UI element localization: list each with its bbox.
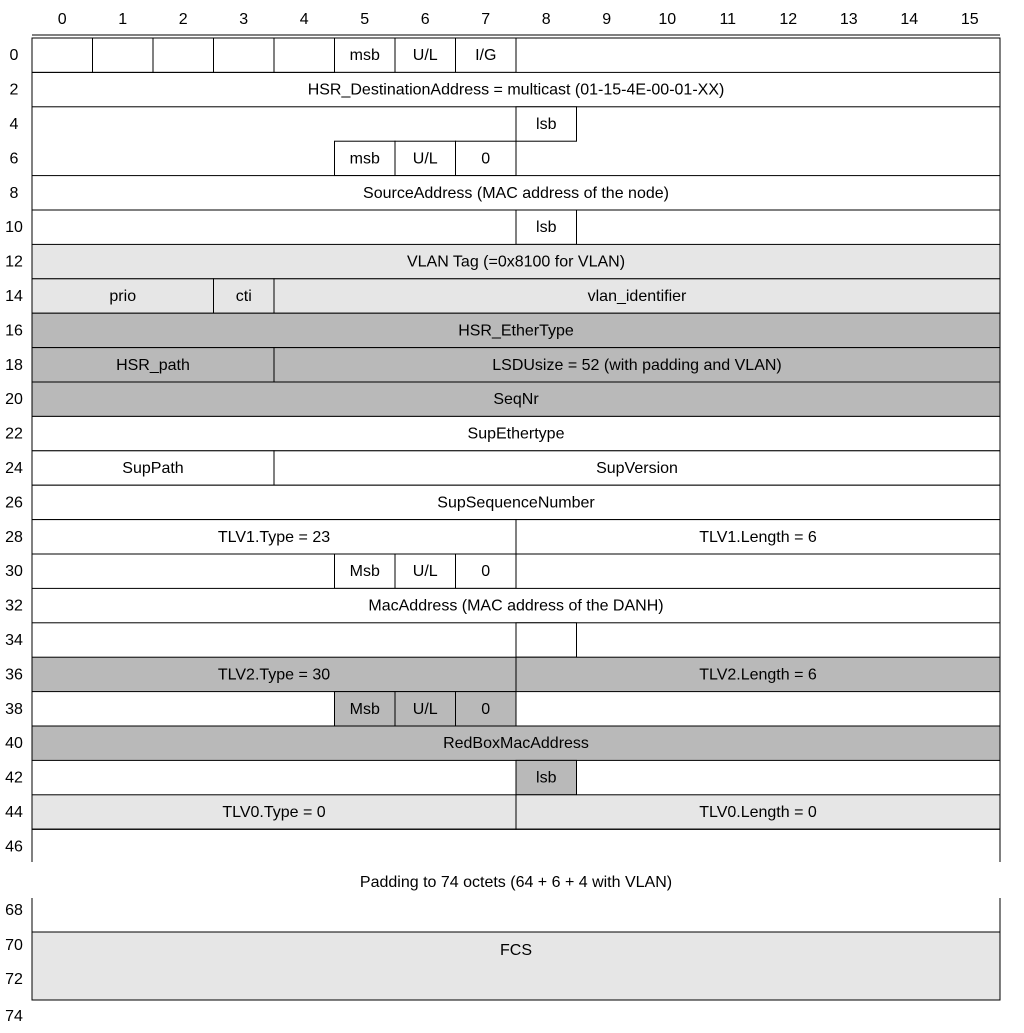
row-label: 10 xyxy=(5,219,23,237)
empty-bit-cell xyxy=(93,38,154,72)
bit-position-header xyxy=(32,11,1000,35)
field-label: TLV1.Type = 23 xyxy=(217,528,331,546)
empty-bit-cell xyxy=(274,38,335,72)
bit-label: 8 xyxy=(541,11,551,28)
octet-offset-labels xyxy=(5,47,23,1025)
field-label: TLV2.Type = 30 xyxy=(217,666,331,684)
empty-bit-cell xyxy=(153,38,214,72)
field-label: U/L xyxy=(412,150,438,168)
bit-label: 10 xyxy=(658,11,677,28)
field-cell xyxy=(516,623,577,657)
empty-bit-cell xyxy=(32,38,93,72)
fcs-label: FCS xyxy=(500,942,532,959)
row-label: 8 xyxy=(9,184,19,202)
field-label: msb xyxy=(349,150,380,168)
field-label: msb xyxy=(349,47,380,65)
bit-label: 15 xyxy=(960,11,979,28)
row-label: 34 xyxy=(5,632,23,649)
row-label: 2 xyxy=(9,81,19,99)
row-label: 72 xyxy=(5,971,23,988)
field-label: Msb xyxy=(349,563,380,581)
field-label: lsb xyxy=(536,116,557,133)
bit-label: 0 xyxy=(57,11,67,28)
field-label: SeqNr xyxy=(493,391,539,409)
row-label: 20 xyxy=(5,391,23,409)
row-label: 68 xyxy=(5,902,23,919)
field-label: SupSequenceNumber xyxy=(437,494,595,512)
field-label: U/L xyxy=(412,700,438,718)
field-label: MacAddress (MAC address of the DANH) xyxy=(368,597,664,615)
field-label: LSDUsize = 52 (with padding and VLAN) xyxy=(492,356,782,374)
bit-label: 6 xyxy=(420,11,430,28)
field-label: SupVersion xyxy=(596,460,678,477)
row-label: 44 xyxy=(5,804,23,821)
row-label: 74 xyxy=(5,1008,23,1025)
row-label: 12 xyxy=(5,253,23,271)
bit-label: 7 xyxy=(481,11,491,28)
empty-bit-cell xyxy=(214,38,275,72)
bit-label: 2 xyxy=(178,11,188,28)
field-label: 0 xyxy=(481,150,491,168)
bit-label: 11 xyxy=(719,11,737,28)
row-label: 40 xyxy=(5,735,23,753)
bit-label: 3 xyxy=(239,11,249,28)
field-label: RedBoxMacAddress xyxy=(443,735,589,753)
field-label: TLV0.Type = 0 xyxy=(222,804,326,821)
row-label: 24 xyxy=(5,460,23,477)
bit-label: 9 xyxy=(602,11,612,28)
field-label: cti xyxy=(235,288,252,305)
row-label: 38 xyxy=(5,700,23,718)
field-label: HSR_EtherType xyxy=(458,322,574,340)
field-label: 0 xyxy=(481,563,491,581)
field-label: I/G xyxy=(475,47,497,65)
field-label: vlan_identifier xyxy=(587,288,687,305)
row-label: 22 xyxy=(5,425,23,443)
frame-padding-and-fcs xyxy=(32,829,1000,1000)
field-label: HSR_path xyxy=(116,356,190,374)
bit-label: 13 xyxy=(839,11,858,28)
row-label: 28 xyxy=(5,528,23,546)
field-label: lsb xyxy=(536,219,557,237)
frame-field-grid xyxy=(32,38,1000,829)
field-label: U/L xyxy=(412,47,438,65)
field-label: SupPath xyxy=(122,460,184,477)
bit-label: 12 xyxy=(779,11,798,28)
field-label: U/L xyxy=(412,563,438,581)
row-label: 42 xyxy=(5,769,23,787)
row-label: 30 xyxy=(5,563,23,581)
row-label: 26 xyxy=(5,494,23,512)
row-label: 16 xyxy=(5,322,23,340)
row-label: 46 xyxy=(5,838,23,856)
row-label: 36 xyxy=(5,666,23,684)
field-label: Msb xyxy=(349,700,380,718)
field-label: SupEthertype xyxy=(467,425,565,443)
field-label: HSR_DestinationAddress = multicast (01-15-4E-00-01-XX) xyxy=(307,81,725,99)
padding-label: Padding to 74 octets (64 + 6 + 4 with VLAN) xyxy=(359,874,673,891)
field-label: TLV1.Length = 6 xyxy=(699,528,817,546)
row-label: 0 xyxy=(9,47,19,65)
row-label: 14 xyxy=(5,288,23,305)
field-label: TLV2.Length = 6 xyxy=(699,666,817,684)
row-label: 32 xyxy=(5,597,23,615)
bit-label: 1 xyxy=(118,11,128,28)
row-label: 4 xyxy=(9,116,19,133)
bit-label: 14 xyxy=(900,11,919,28)
field-label: VLAN Tag (=0x8100 for VLAN) xyxy=(406,253,626,271)
row-label: 18 xyxy=(5,356,23,374)
field-label: lsb xyxy=(536,769,557,787)
field-label: 0 xyxy=(481,700,491,718)
bit-label: 4 xyxy=(299,11,309,28)
row-label: 6 xyxy=(9,150,19,168)
field-label: TLV0.Length = 0 xyxy=(699,804,817,821)
field-label: SourceAddress (MAC address of the node) xyxy=(363,184,669,202)
field-label: prio xyxy=(109,288,137,305)
row-label: 70 xyxy=(5,937,23,954)
bit-label: 5 xyxy=(360,11,370,28)
